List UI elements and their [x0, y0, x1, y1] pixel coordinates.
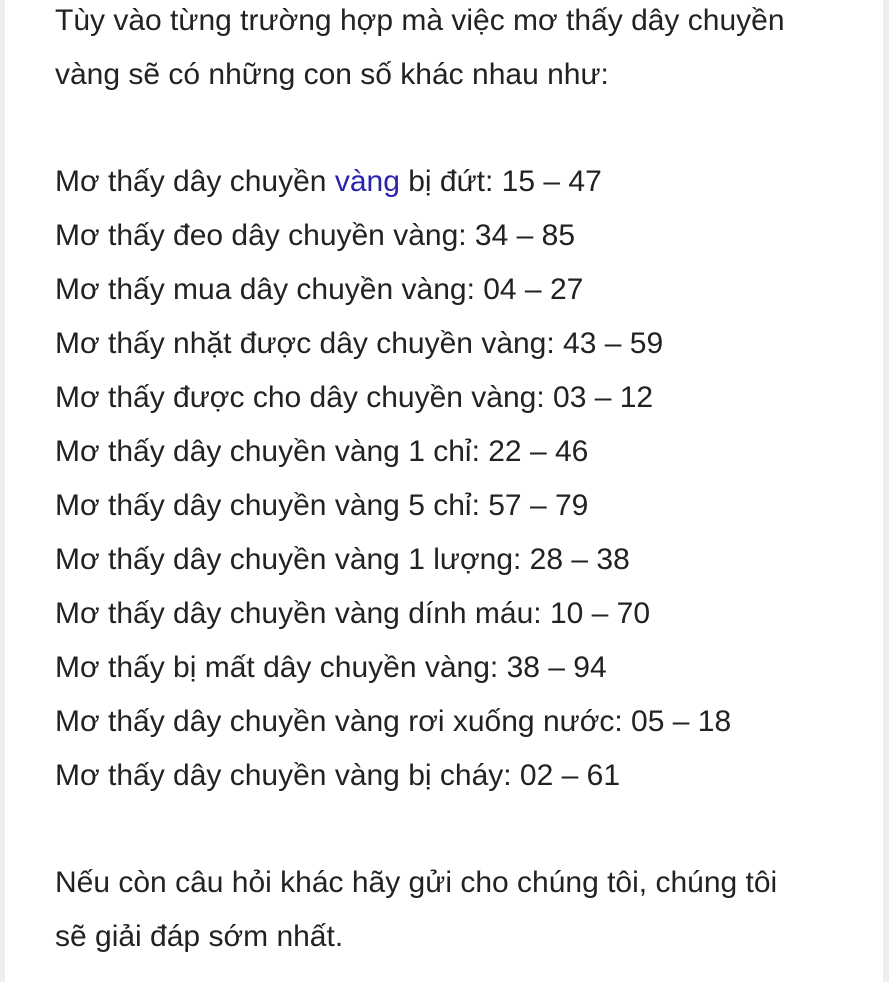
list-item: Mơ thấy mua dây chuyền vàng: 04 – 27 — [55, 273, 584, 306]
list-item-text: bị đứt: 15 – 47 — [399, 165, 602, 198]
list-item: Mơ thấy dây chuyền vàng dính máu: 10 – 70 — [55, 597, 651, 630]
list-item: Mơ thấy dây chuyền vàng bị cháy: 02 – 61 — [55, 759, 621, 792]
list-item: Mơ thấy nhặt được dây chuyền vàng: 43 – 59 — [55, 327, 664, 360]
outro-line-1: Nếu còn câu hỏi khác hãy gửi cho chúng tôi, chúng tôi — [55, 866, 778, 899]
list-item: Mơ thấy dây chuyền vàng 5 chỉ: 57 – 79 — [55, 489, 589, 522]
list-item: Mơ thấy dây chuyền vàng 1 lượng: 28 – 38 — [55, 543, 630, 576]
vang-link[interactable]: vàng — [334, 165, 400, 198]
lucky-number-list — [55, 155, 855, 803]
list-item — [55, 155, 855, 209]
intro-paragraph — [55, 0, 855, 102]
list-item-text: Mơ thấy dây chuyền — [55, 165, 335, 198]
intro-line-2: vàng sẽ có những con số khác nhau như: — [55, 58, 609, 91]
page-edge-right — [883, 0, 889, 982]
intro-line-1: Tùy vào từng trường hợp mà việc mơ thấy dây chuyền — [55, 4, 785, 37]
page-edge-left — [0, 0, 5, 982]
list-item: Mơ thấy bị mất dây chuyền vàng: 38 – 94 — [55, 651, 607, 684]
list-item: Mơ thấy đeo dây chuyền vàng: 34 – 85 — [55, 219, 576, 252]
list-item: Mơ thấy dây chuyền vàng rơi xuống nước: 05 – 18 — [55, 705, 732, 738]
outro-line-2: sẽ giải đáp sớm nhất. — [55, 920, 344, 953]
article-body — [55, 0, 855, 964]
list-item: Mơ thấy dây chuyền vàng 1 chỉ: 22 – 46 — [55, 435, 589, 468]
outro-paragraph — [55, 856, 855, 964]
list-item: Mơ thấy được cho dây chuyền vàng: 03 – 12 — [55, 381, 654, 414]
